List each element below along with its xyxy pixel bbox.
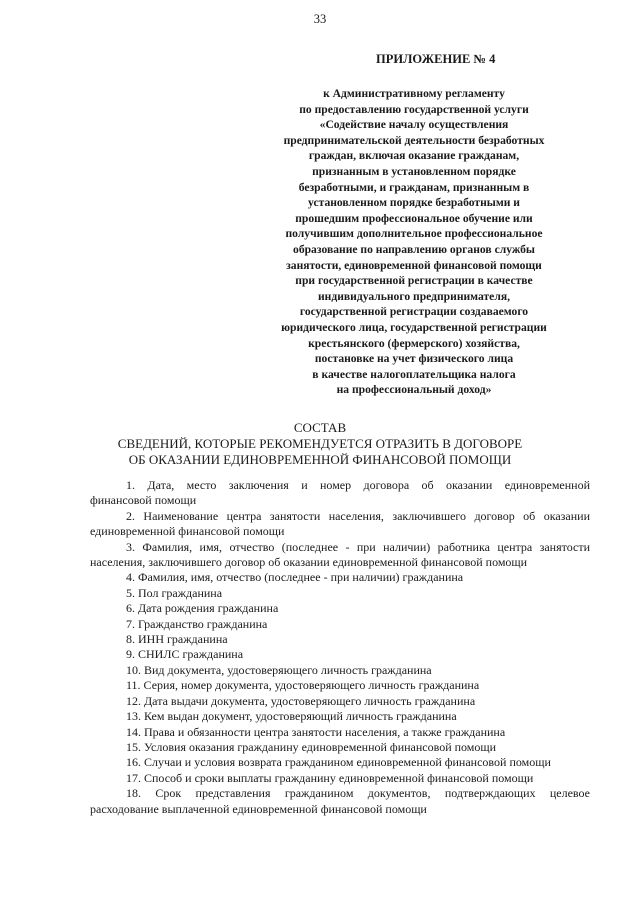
appendix-line: граждан, включая оказание гражданам, [308,149,520,163]
heading-line: СВЕДЕНИЙ, КОТОРЫЕ РЕКОМЕНДУЕТСЯ ОТРАЗИТЬ В ДОГОВОРЕ [117,436,523,451]
list-item: 2. Наименование центра занятости населения, заключившего договор об оказании [126,508,590,523]
list-item: 14. Права и обязанности центра занятости населения, а также гражданина [126,724,506,739]
appendix-line: установленном порядке безработными и [308,196,520,210]
heading-line: СОСТАВ [293,420,347,435]
appendix-line: признанным в установленном порядке [312,164,516,178]
list-item: 16. Случаи и условия возврата гражданином единовременной финансовой помощи [126,755,551,770]
appendix-line: безработными, и гражданам, признанным в [298,180,530,194]
list-item: 13. Кем выдан документ, удостоверяющий личность гражданина [126,709,457,724]
appendix-line: на профессиональный доход» [336,383,492,397]
items-list [90,478,590,817]
list-item: 8. ИНН гражданина [126,632,228,647]
list-item-continuation: расходование выплаченной единовременной финансовой помощи [90,801,427,816]
list-item: 7. Гражданство гражданина [126,616,268,631]
appendix-line: в качестве налогоплательщика налога [312,367,516,381]
list-item: 6. Дата рождения гражданина [126,601,279,616]
appendix-line: постановке на учет физического лица [314,352,514,366]
list-item: 10. Вид документа, удостоверяющего личность гражданина [126,662,432,677]
appendix-line: прошедшим профессиональное обучение или [295,211,533,225]
appendix-line: юридического лица, государственной регистрации [281,320,547,334]
appendix-line: при государственной регистрации в качестве [295,274,533,288]
heading-line: ОБ ОКАЗАНИИ ЕДИНОВРЕМЕННОЙ ФИНАНСОВОЙ ПОМОЩИ [128,452,512,467]
appendix-line: образование по направлению органов службы [293,242,535,256]
list-item: 15. Условия оказания гражданину единовременной финансовой помощи [126,739,497,754]
list-item: 4. Фамилия, имя, отчество (последнее - при наличии) гражданина [126,570,464,585]
list-item: 5. Пол гражданина [126,585,223,600]
appendix-line: предпринимательской деятельности безработных [283,133,545,147]
appendix-line: государственной регистрации создаваемого [299,305,529,319]
list-item-continuation: финансовой помощи [90,493,197,508]
appendix-line: «Содействие началу осуществления [319,118,509,132]
appendix-subtitle [248,86,580,398]
list-item: 12. Дата выдачи документа, удостоверяющего личность гражданина [126,693,476,708]
list-item: 1. Дата, место заключения и номер договора об оказании единовременной [126,478,590,492]
appendix-line: крестьянского (фермерского) хозяйства, [308,336,520,350]
page-number: 33 [313,12,327,26]
list-item: 18. Срок представления гражданином документов, подтверждающих целевое [126,786,590,801]
document-heading [0,420,640,468]
appendix-line: получившим дополнительное профессиональное [285,227,543,241]
list-item-continuation: единовременной финансовой помощи [90,524,285,539]
appendix-line: по предоставлению государственной услуги [299,102,529,116]
appendix-title: ПРИЛОЖЕНИЕ № 4 [376,52,496,66]
appendix-line: занятости, единовременной финансовой помощи [286,258,542,272]
list-item-continuation: населения, заключившего договор об оказании единовременной финансовой помощи [90,555,528,570]
list-item: 9. СНИЛС гражданина [126,647,244,662]
list-item: 17. Способ и сроки выплаты гражданину единовременной финансовой помощи [126,770,534,785]
list-item: 11. Серия, номер документа, удостоверяющего личность гражданина [126,678,480,693]
appendix-line: индивидуального предпринимателя, [317,289,511,303]
appendix-line: к Административному регламенту [323,87,505,100]
list-item: 3. Фамилия, имя, отчество (последнее - при наличии) работника центра занятости [126,539,590,554]
